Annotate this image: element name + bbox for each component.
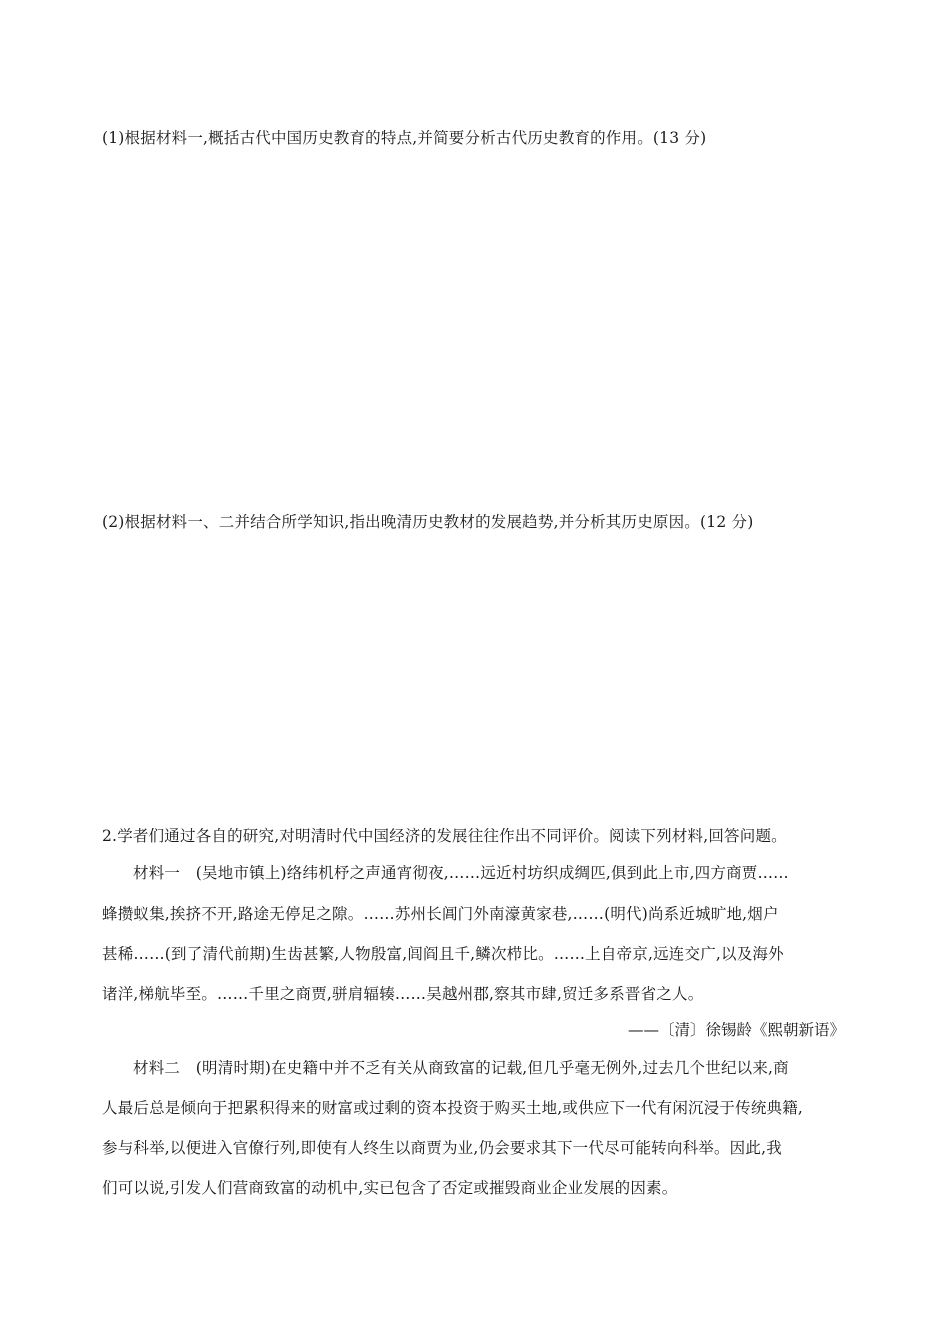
question-2: (2)根据材料一、二并结合所学知识,指出晚清历史教材的发展趋势,并分析其历史原因。(12 分)	[102, 513, 754, 531]
material-2-line: 人最后总是倾向于把累积得来的财富或过剩的资本投资于购买土地,或供应下一代有闲沉浸于传统典籍,	[102, 1099, 804, 1117]
material-1-source: ——〔清〕徐锡龄《熙朝新语》	[627, 1021, 845, 1039]
material-2-line: 参与科举,以便进入官僚行列,即使有人终生以商贾为业,仍会要求其下一代尽可能转向科举。因此,我	[102, 1139, 782, 1157]
material-1-line: 甚稀……(到了清代前期)生齿甚繁,人物殷富,闾阎且千,鳞次栉比。……上自帝京,远连交广,以及海外	[102, 945, 784, 963]
material-2-line: 材料二 (明清时期)在史籍中并不乏有关从商致富的记载,但几乎毫无例外,过去几个世纪以来,商	[133, 1059, 789, 1077]
problem-2-stem: 2.学者们通过各自的研究,对明清时代中国经济的发展往往作出不同评价。阅读下列材料,回答问题。	[102, 827, 787, 845]
material-1-line: 蜂攒蚁集,挨挤不开,路途无停足之隙。……苏州长阊门外南濠黄家巷,……(明代)尚系近城旷地,烟户	[102, 905, 779, 923]
material-1-line: 诸洋,梯航毕至。……千里之商贾,骈肩辐辏……吴越州郡,察其市肆,贸迁多系晋省之人。	[102, 985, 704, 1003]
question-1: (1)根据材料一,概括古代中国历史教育的特点,并简要分析古代历史教育的作用。(13 分)	[102, 129, 707, 147]
material-2-line: 们可以说,引发人们营商致富的动机中,实已包含了否定或摧毁商业企业发展的因素。	[102, 1179, 678, 1197]
material-1-line: 材料一 (吴地市镇上)络纬机杼之声通宵彻夜,……远近村坊织成绸匹,俱到此上市,四方商贾……	[133, 864, 789, 882]
